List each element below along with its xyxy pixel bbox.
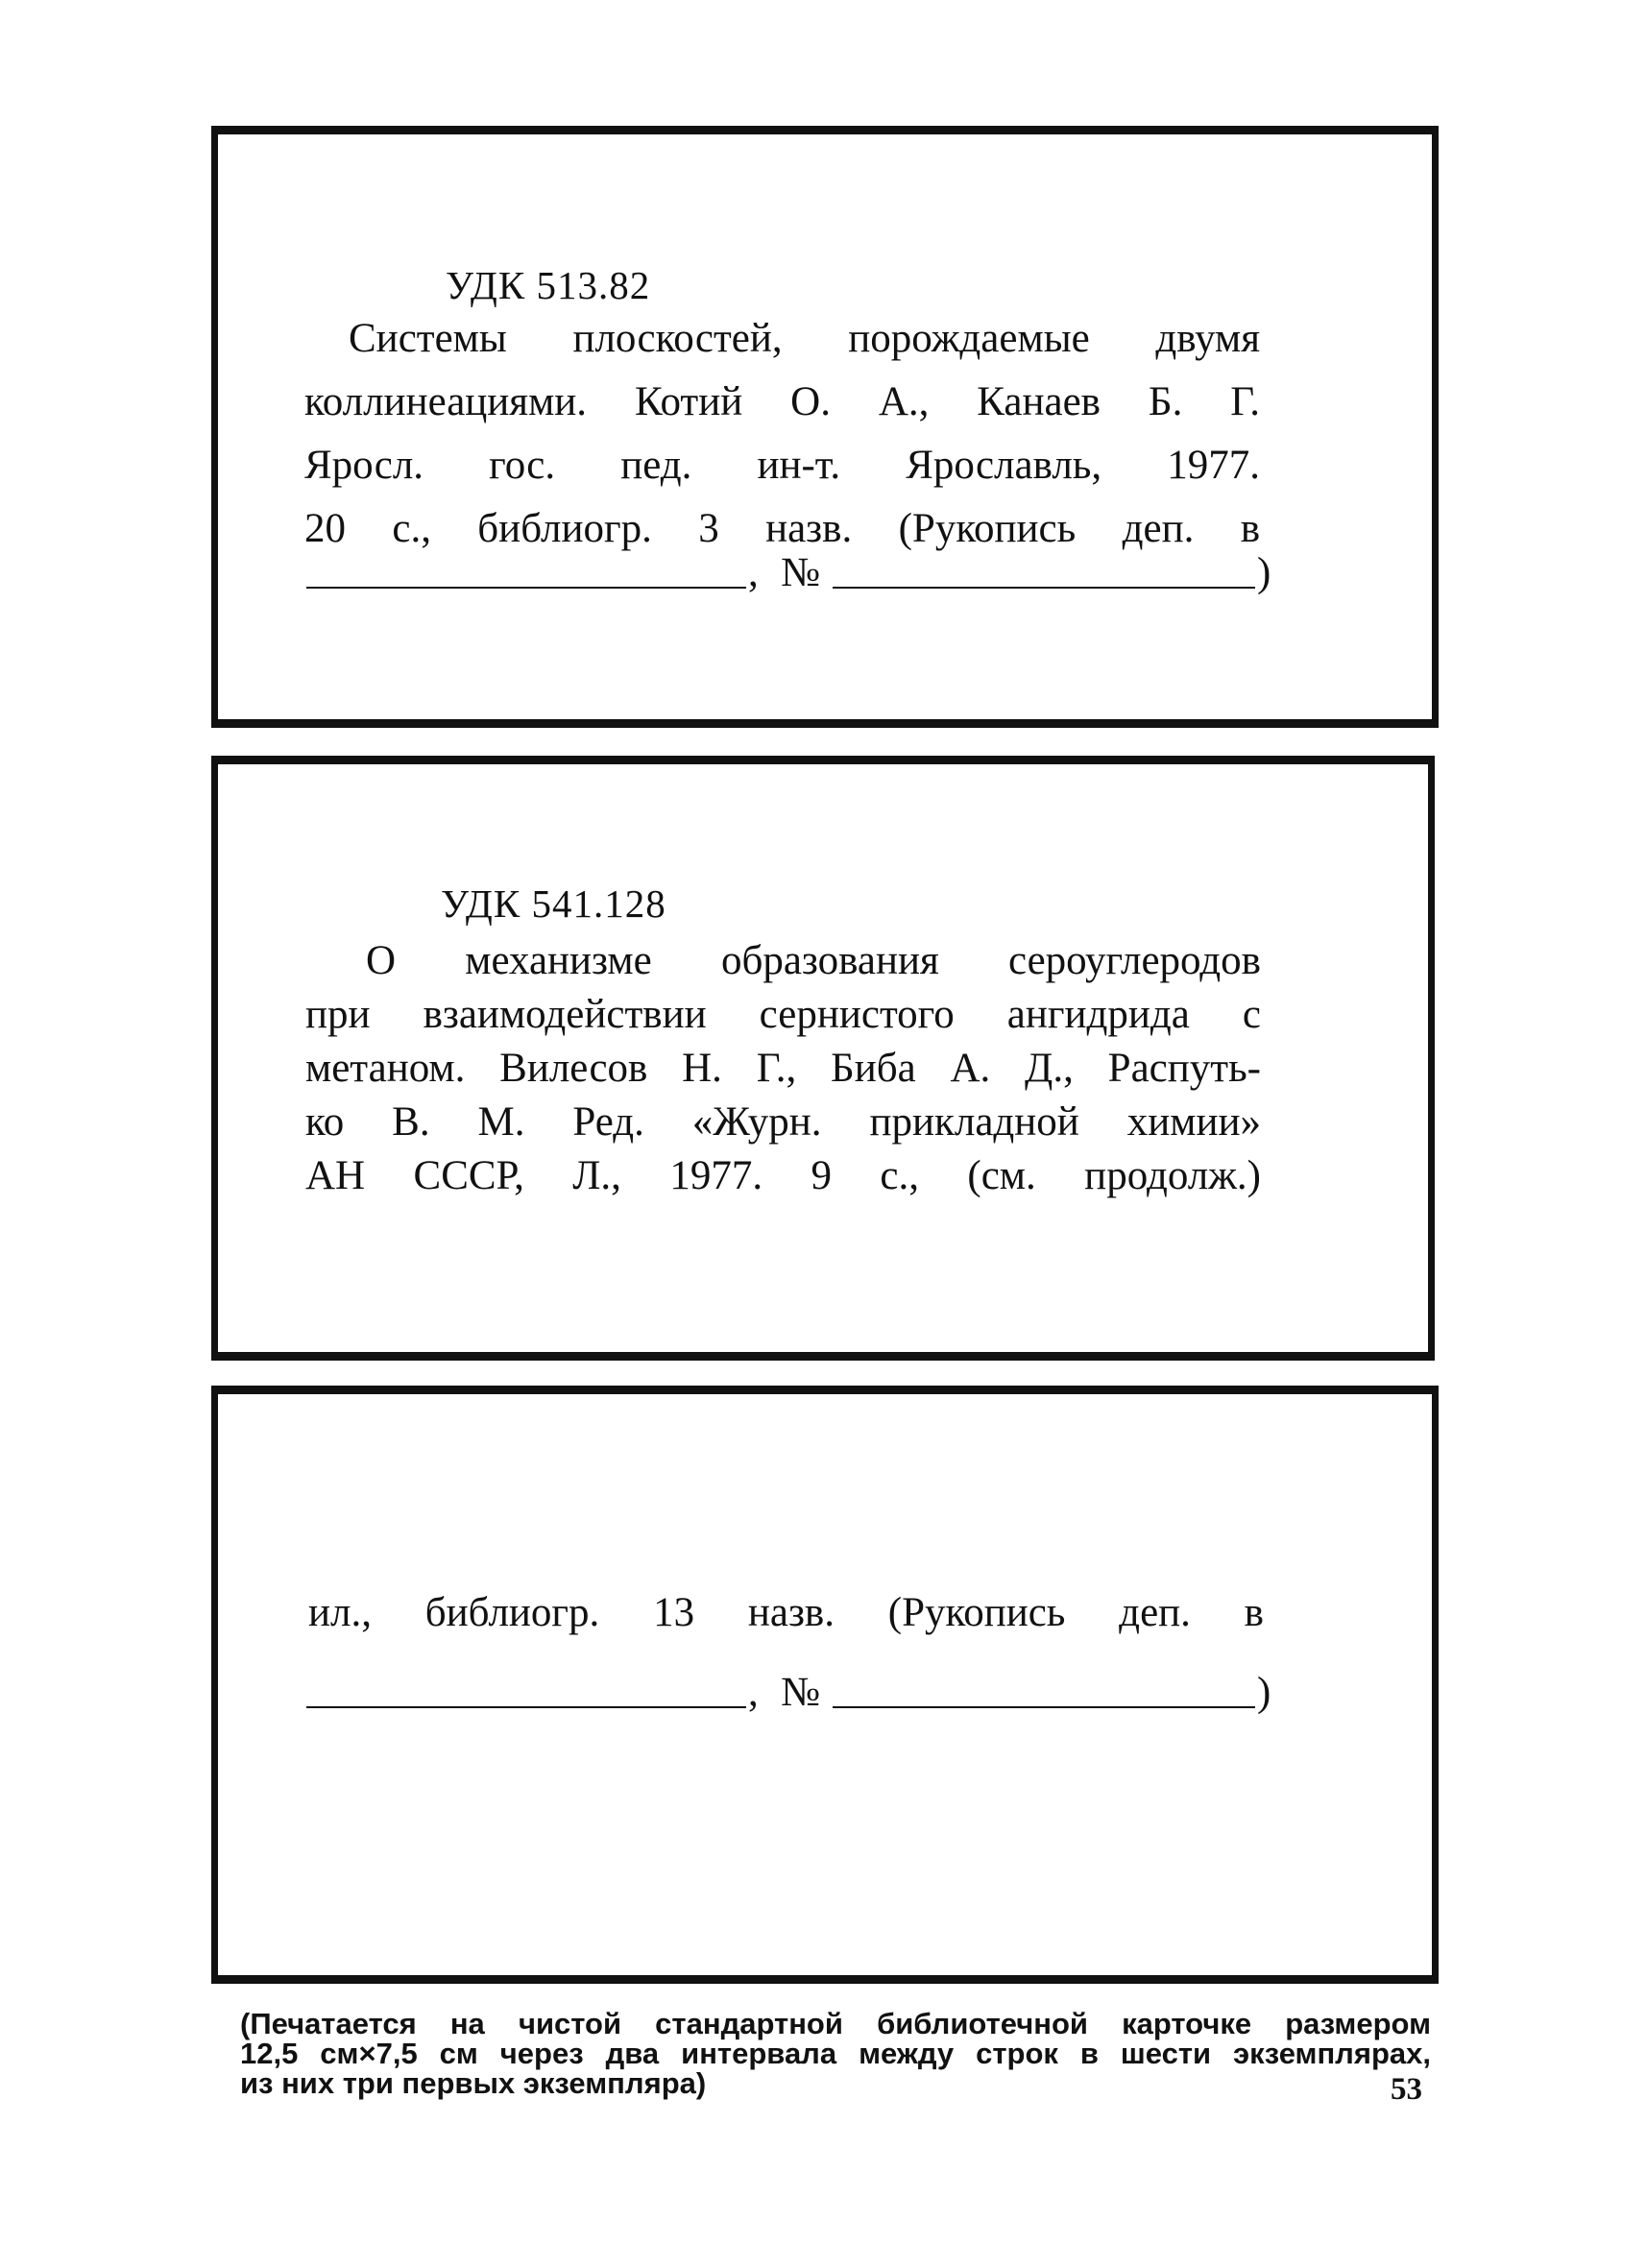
number-sign: № <box>781 550 821 595</box>
udk-code: УДК 541.128 <box>441 881 666 926</box>
catalog-card-3 <box>211 1386 1439 1984</box>
close-paren: ) <box>1257 550 1271 595</box>
deposit-location-blank <box>306 587 746 589</box>
catalog-card-1 <box>211 126 1439 728</box>
blank-separator: , <box>748 1670 759 1715</box>
page-number: 53 <box>1391 2072 1422 2107</box>
footnote-line: (Печатается на чистой стандартной библиотечной карточке размером <box>240 2007 1431 2040</box>
footnote-line: 12,5 см×7,5 см через два интервала между строк в шести экземплярах, <box>240 2037 1431 2070</box>
footnote <box>240 2009 1431 2098</box>
deposit-number-blank <box>833 587 1255 589</box>
card-text-line: Системы плоскостей, порождаемые двумя <box>349 316 1260 361</box>
udk-code: УДК 513.82 <box>446 263 651 307</box>
blank-separator: , <box>748 550 759 595</box>
card-text-line: ил., библиогр. 13 назв. (Рукопись деп. в <box>308 1590 1264 1635</box>
deposit-location-blank <box>306 1706 746 1708</box>
footnote-line: из них три первых экземпляра) <box>240 2066 707 2100</box>
deposit-number-blank <box>833 1706 1255 1708</box>
card-text-line: Яросл. гос. пед. ин-т. Ярославль, 1977. <box>304 443 1260 488</box>
card-text-line: АН СССР, Л., 1977. 9 с., (см. продолж.) <box>305 1153 1261 1198</box>
close-paren: ) <box>1257 1670 1271 1715</box>
catalog-card-2 <box>211 756 1435 1361</box>
card-text-line: О механизме образования сероуглеродов <box>366 938 1261 983</box>
card-text-line: метаном. Вилесов Н. Г., Биба А. Д., Распуть- <box>305 1046 1261 1091</box>
card-text-line: 20 с., библиогр. 3 назв. (Рукопись деп. в <box>304 506 1260 551</box>
number-sign: № <box>781 1670 821 1715</box>
card-text-line: коллинеациями. Котий О. А., Канаев Б. Г. <box>304 379 1260 424</box>
card-text-line: ко В. М. Ред. «Журн. прикладной химии» <box>305 1099 1261 1145</box>
card-text-line: при взаимодействии сернистого ангидрида с <box>305 992 1261 1037</box>
